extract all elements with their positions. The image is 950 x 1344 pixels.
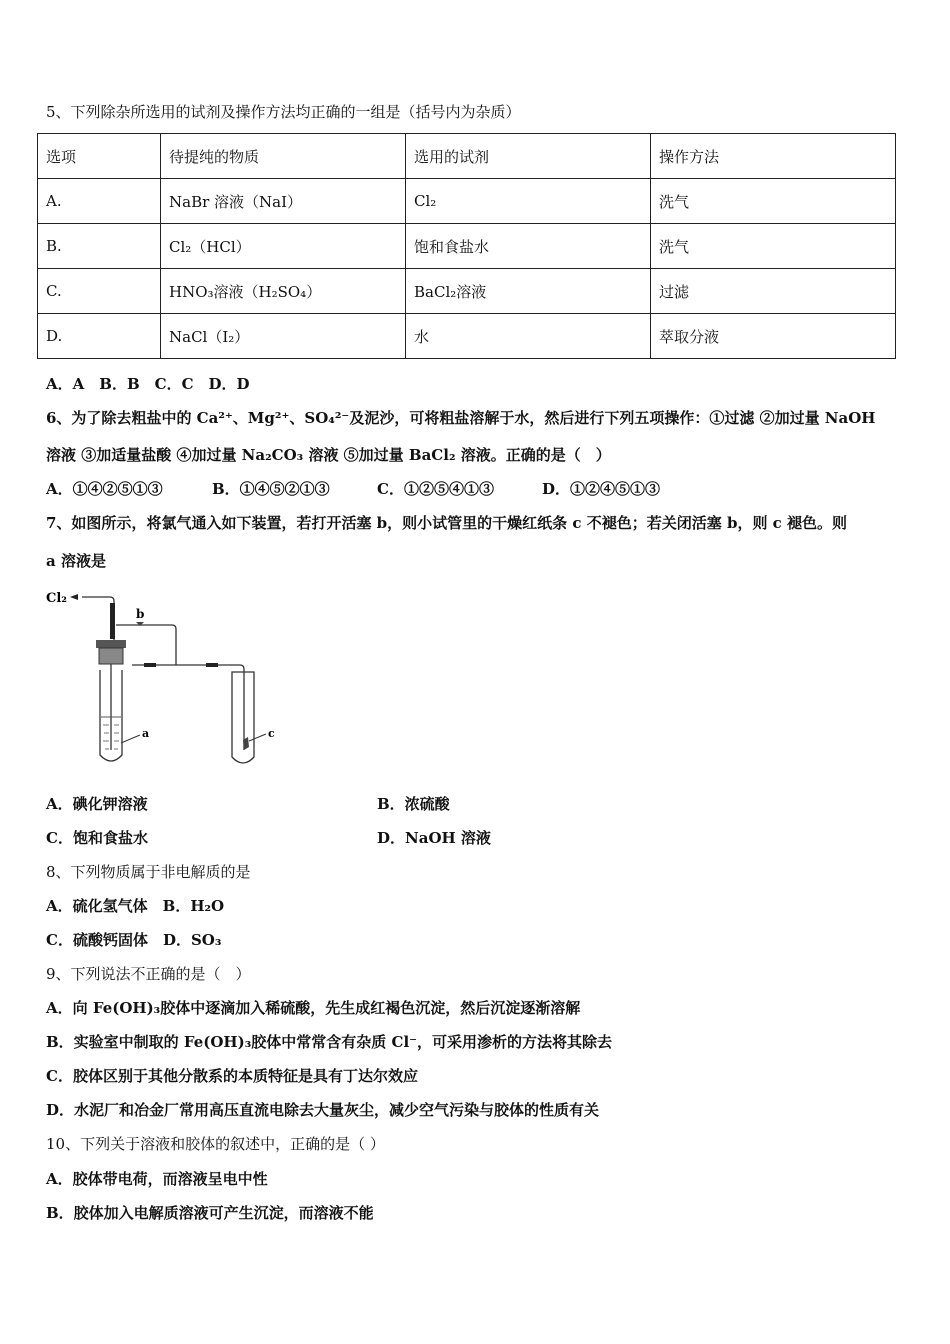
- cell: A.: [38, 179, 161, 224]
- q7-option-d: D．NaOH 溶液: [377, 829, 491, 847]
- q7-option-c: C．饱和食盐水: [46, 829, 148, 847]
- cell: B.: [38, 224, 161, 269]
- q7-stem-line2: a 溶液是: [46, 552, 106, 570]
- label-valve-b: b: [136, 607, 145, 621]
- cell: D.: [38, 314, 161, 359]
- header-cell: 待提纯的物质: [161, 134, 406, 179]
- q9-option-a: A．向 Fe(OH)₃胶体中逐滴加入稀硫酸，先生成红褐色沉淀，然后沉淀逐渐溶解: [46, 999, 581, 1017]
- q6-option-d: D．①②④⑤①③: [542, 480, 661, 498]
- label-paper-c: c: [268, 727, 275, 740]
- cell: 洗气: [651, 224, 896, 269]
- cell: Cl₂: [406, 179, 651, 224]
- cell: 洗气: [651, 179, 896, 224]
- cell: NaCl（I₂）: [161, 314, 406, 359]
- table-row: [38, 179, 896, 224]
- q7-stem-line1: 7、如图所示，将氯气通入如下装置，若打开活塞 b，则小试管里的干燥红纸条 c 不褪色；若关闭活塞 b，则 c 褪色。则: [46, 514, 848, 532]
- cell: C.: [38, 269, 161, 314]
- q6-stem-line2: 溶液 ③加适量盐酸 ④加过量 Na₂CO₃ 溶液 ⑤加过量 BaCl₂ 溶液。正确的是（ ）: [46, 446, 611, 464]
- table-row: [38, 269, 896, 314]
- table-header-row: [38, 134, 896, 179]
- cell: 饱和食盐水: [406, 224, 651, 269]
- cell: 萃取分液: [651, 314, 896, 359]
- q6-option-b: B．①④⑤②①③: [212, 480, 330, 498]
- cell: BaCl₂溶液: [406, 269, 651, 314]
- q8-stem: 8、下列物质属于非电解质的是: [46, 863, 251, 881]
- header-cell: 操作方法: [651, 134, 896, 179]
- cell: 水: [406, 314, 651, 359]
- label-solution-a: a: [142, 727, 150, 740]
- q9-option-d: D．水泥厂和冶金厂常用高压直流电除去大量灰尘，减少空气污染与胶体的性质有关: [46, 1101, 600, 1119]
- q5-options: A．A B．B C．C D．D: [46, 375, 250, 393]
- q8-options-line1: A．硫化氢气体 B．H₂O: [46, 897, 225, 915]
- q5-stem: 5、下列除杂所选用的试剂及操作方法均正确的一组是（括号内为杂质）: [46, 103, 521, 121]
- apparatus-diagram: [44, 585, 294, 770]
- cell: Cl₂（HCl）: [161, 224, 406, 269]
- table-row: [38, 314, 896, 359]
- q7-option-a: A．碘化钾溶液: [46, 795, 148, 813]
- q10-option-a: A．胶体带电荷，而溶液呈电中性: [46, 1170, 268, 1188]
- label-cl2: Cl₂: [46, 591, 67, 606]
- q5-table: [37, 133, 896, 359]
- cell: NaBr 溶液（NaI）: [161, 179, 406, 224]
- q8-options-line2: C．硫酸钙固体 D．SO₃: [46, 931, 222, 949]
- q7-option-b: B．浓硫酸: [377, 795, 450, 813]
- q10-option-b: B．胶体加入电解质溶液可产生沉淀，而溶液不能: [46, 1204, 374, 1222]
- header-cell: 选用的试剂: [406, 134, 651, 179]
- q10-stem: 10、下列关于溶液和胶体的叙述中，正确的是（ ）: [46, 1135, 385, 1153]
- q9-stem: 9、下列说法不正确的是（ ）: [46, 965, 251, 983]
- q6-stem-line1: 6、为了除去粗盐中的 Ca²⁺、Mg²⁺、SO₄²⁻及泥沙，可将粗盐溶解于水，然后进行下列五项操作：①过滤 ②加过量 NaOH: [46, 409, 876, 427]
- table-row: [38, 224, 896, 269]
- cell: 过滤: [651, 269, 896, 314]
- cell: HNO₃溶液（H₂SO₄）: [161, 269, 406, 314]
- q9-option-b: B．实验室中制取的 Fe(OH)₃胶体中常常含有杂质 Cl⁻，可采用渗析的方法将其除去: [46, 1033, 613, 1051]
- header-cell: 选项: [38, 134, 161, 179]
- q6-option-c: C．①②⑤④①③: [377, 480, 494, 498]
- q9-option-c: C．胶体区别于其他分散系的本质特征是具有丁达尔效应: [46, 1067, 418, 1085]
- q6-option-a: A．①④②⑤①③: [46, 480, 163, 498]
